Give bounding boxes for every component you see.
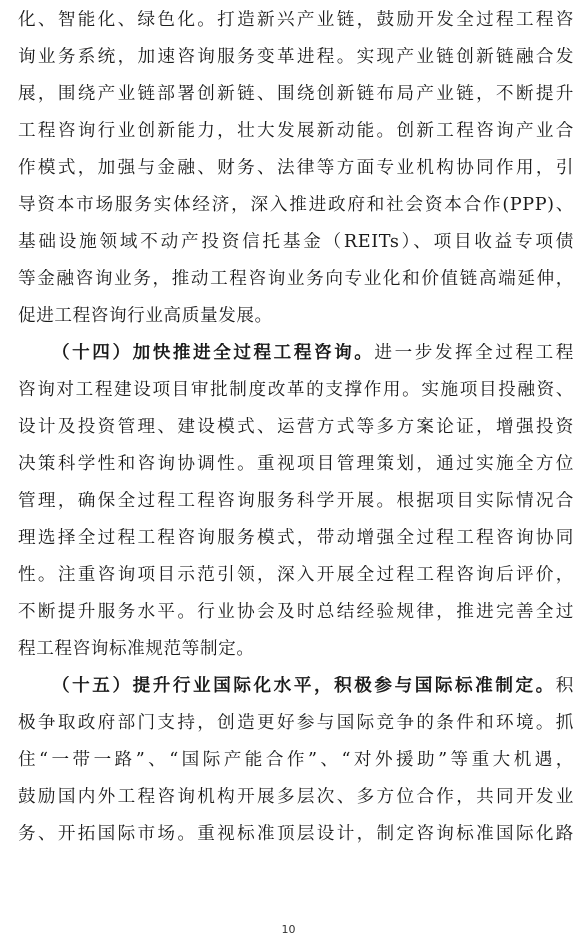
text-line: 决策科学性和咨询协调性。重视项目管理策划，通过实施全方位	[18, 454, 574, 474]
text-line: 极争取政府部门支持，创造更好参与国际竞争的条件和环境。抓	[18, 713, 574, 733]
text-line: 工程咨询行业创新能力，壮大发展新动能。创新工程咨询产业合	[18, 121, 574, 141]
text-line: 导资本市场服务实体经济，深入推进政府和社会资本合作(PPP)、	[18, 195, 574, 215]
text-span: 积	[555, 676, 574, 696]
section-heading: （十五）提升行业国际化水平，积极参与国际标准制定。	[52, 676, 556, 696]
paragraph-first-line	[52, 343, 574, 363]
text-line: 作模式，加强与金融、财务、法律等方面专业机构协同作用，引	[18, 158, 574, 178]
text-line: 不断提升服务水平。行业协会及时总结经验规律，推进完善全过	[18, 602, 574, 622]
text-line: 展，围绕产业链部署创新链、围绕创新链布局产业链，不断提升	[18, 84, 574, 104]
text-line: 鼓励国内外工程咨询机构开展多层次、多方位合作，共同开发业	[18, 787, 574, 807]
text-line: 务、开拓国际市场。重视标准顶层设计，制定咨询标准国际化路	[18, 824, 574, 844]
paragraph-first-line	[52, 676, 574, 696]
text-line: 化、智能化、绿色化。打造新兴产业链，鼓励开发全过程工程咨	[18, 10, 574, 30]
text-line: 询业务系统，加速咨询服务变革进程。实现产业链创新链融合发	[18, 47, 574, 67]
text-line: 基础设施领域不动产投资信托基金（REITs）、项目收益专项债	[18, 232, 574, 252]
text-line: 促进工程咨询行业高质量发展。	[18, 306, 273, 326]
text-line: 住“一带一路”、“国际产能合作”、“对外援助”等重大机遇，	[18, 750, 574, 770]
text-line: 管理，确保全过程工程咨询服务科学开展。根据项目实际情况合	[18, 491, 574, 511]
text-line: 等金融咨询业务，推动工程咨询业务向专业化和价值链高端延伸，	[18, 269, 574, 289]
text-span: 进一步发挥全过程工程	[374, 343, 574, 363]
page-number: 10	[281, 923, 296, 936]
text-line: 性。注重咨询项目示范引领，深入开展全过程工程咨询后评价，	[18, 565, 574, 585]
text-line: 程工程咨询标准规范等制定。	[18, 639, 255, 659]
section-heading: （十四）加快推进全过程工程咨询。	[52, 343, 375, 363]
text-line: 理选择全过程工程咨询服务模式，带动增强全过程工程咨询协同	[18, 528, 574, 548]
text-line: 咨询对工程建设项目审批制度改革的支撑作用。实施项目投融资、	[18, 380, 574, 400]
text-line: 设计及投资管理、建设模式、运营方式等多方案论证，增强投资	[18, 417, 574, 437]
